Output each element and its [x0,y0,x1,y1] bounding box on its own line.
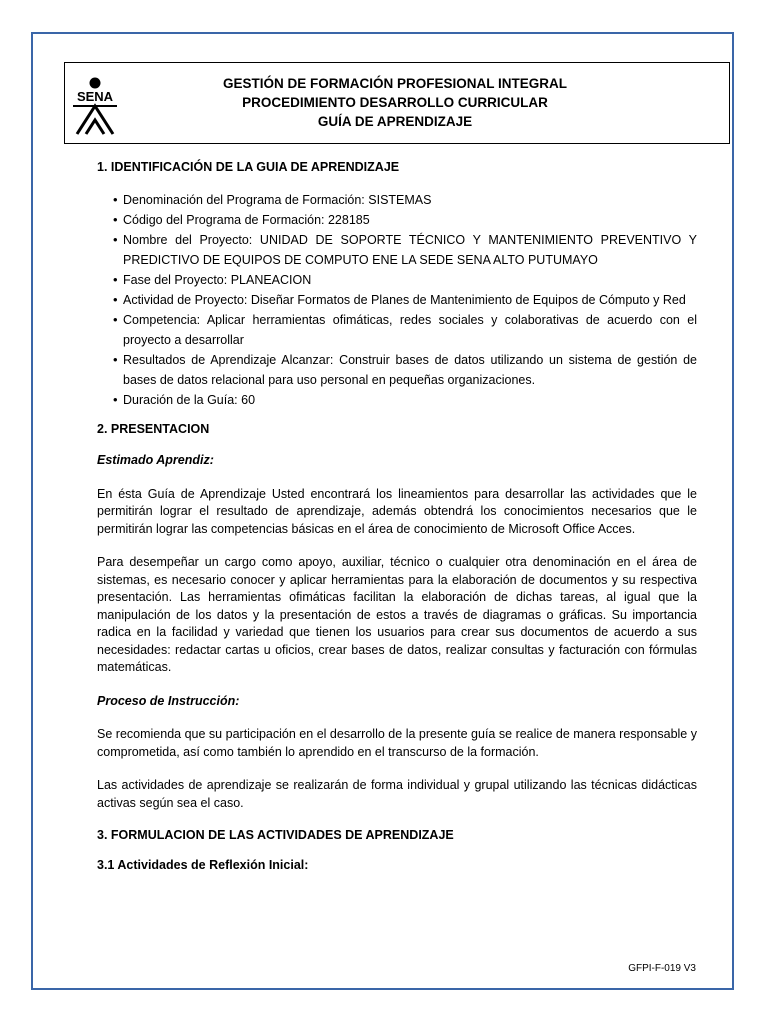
list-item: • Duración de la Guía: 60 [97,390,697,410]
header-line-3: GUÍA DE APRENDIZAJE [317,114,473,129]
logo-head [90,78,101,89]
greeting: Estimado Aprendiz: [97,453,214,467]
header-title-block [140,74,650,131]
process-paragraph-2: Las actividades de aprendizaje se realizarán de forma individual y grupal utilizando las técnicas didácticas activas según sea el caso. [97,778,697,810]
section-1-title: 1. IDENTIFICACIÓN DE LA GUIA DE APRENDIZAJE [97,160,400,174]
list-item: • Nombre del Proyecto: UNIDAD DE SOPORTE TÉCNICO Y MANTENIMIENTO PREVENTIVO Y PREDICTIVO DE EQUIPOS DE COMPUTO ENE LA SEDE SENA ALTO PUTUMAYO [97,230,697,270]
list-item: • Fase del Proyecto: PLANEACION [97,270,697,290]
list-item: • Actividad de Proyecto: Diseñar Formatos de Planes de Mantenimiento de Equipos de Cómputo y Red [97,290,697,310]
document-body [97,160,697,872]
logo-text: SENA [76,89,114,104]
section-3-1-title: 3.1 Actividades de Reflexión Inicial: [97,858,309,872]
form-code: GFPI-F-019 V3 [628,963,696,974]
process-paragraph-1: Se recomienda que su participación en el desarrollo de la presente guía se realice de manera responsable y comprometida, así como también lo aprendido en el transcurso de la formación. [97,727,697,759]
list-item: • Código del Programa de Formación: 228185 [97,210,697,230]
list-item: • Denominación del Programa de Formación: SISTEMAS [97,190,697,210]
section-3-title: 3. FORMULACION DE LAS ACTIVIDADES DE APRENDIZAJE [97,828,454,842]
list-item: • Resultados de Aprendizaje Alcanzar: Construir bases de datos utilizando un sistema de gestión de bases de datos relacional para uso personal en pequeñas organizaciones. [97,350,697,390]
identification-list [97,190,697,410]
sena-logo [67,76,129,136]
section-2-title: 2. PRESENTACION [97,422,210,436]
process-title: Proceso de Instrucción: [97,693,240,708]
logo-figure [77,106,113,134]
presentation-paragraph-1: En ésta Guía de Aprendizaje Usted encontrará los lineamientos para desarrollar las actividades que le permitirán lograr el resultado de aprendizaje, además obtendrá los conocimientos necesarios que le permitirán lograr las competencias básicas en el área de conocimiento de Microsoft Office Acces. [97,486,697,536]
list-item: • Competencia: Aplicar herramientas ofimáticas, redes sociales y colaborativas de acuerdo con el proyecto a desarrollar [97,310,697,350]
presentation-paragraph-2: Para desempeñar un cargo como apoyo, auxiliar, técnico o cualquier otra denominación en el área de sistemas, es necesario conocer y aplicar herramientas para la elaboración de documentos y su respectiva presentación. Las herramientas ofimáticas facilitan la elaboración de dichas tareas, al igual que la manipulación de los datos y la presentación de estos a través de diagramas o gráficas. Su importancia radica en la facilidad y variedad que tienen los usuarios para crear sus documentos de acuerdo a sus necesidades: redactar cartas u oficios, crear bases de datos, realizar consultas y facturación con fórmulas matemáticas. [97,555,697,674]
header-line-1: GESTIÓN DE FORMACIÓN PROFESIONAL INTEGRAL [222,76,567,91]
header-line-2: PROCEDIMIENTO DESARROLLO CURRICULAR [242,95,548,110]
